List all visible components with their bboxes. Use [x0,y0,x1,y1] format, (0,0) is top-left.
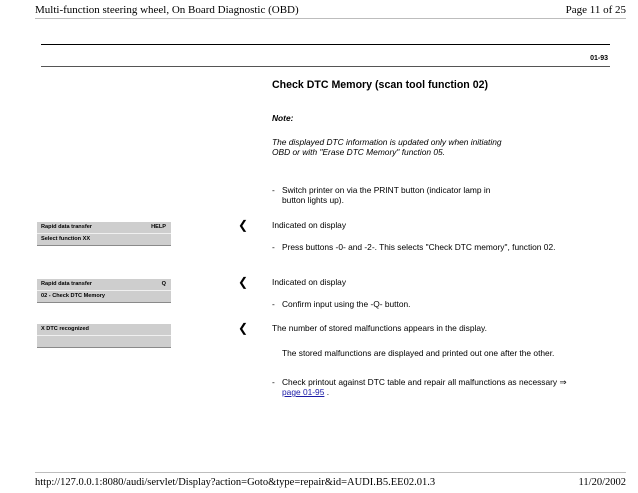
step-press-buttons [272,242,592,264]
print-header-title: Multi-function steering wheel, On Board Diagnostic (OBD) [35,4,299,16]
page-counter: Page 11 of 25 [565,4,626,16]
note-label: Note: [272,113,294,123]
display-line [37,234,171,245]
step-switch-printer [272,185,512,207]
footer-divider [35,472,626,473]
display-q-label: Q [161,281,166,287]
step-text-end: . [324,387,330,397]
step-text: Switch printer on via the PRINT button (indicator lamp in button lights up). [282,185,491,205]
section-code: 01-93 [590,55,608,62]
display-line [37,324,171,336]
top-rule [41,44,610,45]
step-check-printout [272,377,592,399]
bullet-dash: - [272,185,275,195]
display-panel-select-function [37,222,171,246]
step-text-wrapper [282,377,582,397]
stored-count-text: The number of stored malfunctions appears in the display. [272,323,487,333]
display-line [37,291,171,302]
step-text: Confirm input using the -Q- button. [282,299,411,309]
display-line [37,279,171,291]
display-text: 02 - Check DTC Memory [41,293,106,299]
display-text: Rapid data transfer [41,281,92,287]
indicated-on-display-2: Indicated on display [272,277,347,287]
display-help-label: HELP [151,224,166,230]
footer-date: 11/20/2002 [578,477,626,488]
stored-malfunctions-info: The stored malfunctions are displayed and printed out one after the other. [282,348,555,358]
sub-rule [41,66,610,67]
display-panel-check-dtc [37,279,171,303]
page-link-01-95[interactable]: page 01-95 [282,387,325,397]
display-text: Rapid data transfer [41,224,92,230]
note-body: The displayed DTC information is updated only when initiating OBD or with "Erase DTC Memory" function 05. [272,137,502,157]
indicated-on-display-1: Indicated on display [272,220,347,230]
header-divider [35,18,626,19]
display-line-empty [37,336,171,347]
bullet-dash: - [272,377,275,387]
display-panel-dtc-recognized [37,324,171,348]
pointer-left-icon: ❮ [238,321,249,335]
bullet-dash: - [272,299,275,309]
display-text: Select function XX [41,236,91,242]
display-line [37,222,171,234]
display-text: X DTC recognized [41,326,89,332]
pointer-left-icon: ❮ [238,218,249,232]
bullet-dash: - [272,242,275,252]
step-text: Check printout against DTC table and repair all malfunctions as necessary ⇒ [282,377,567,387]
pointer-left-icon: ❮ [238,275,249,289]
step-confirm-input [272,299,512,311]
step-text: Press buttons -0- and -2-. This selects "Check DTC memory", function 02. [282,242,556,252]
section-heading: Check DTC Memory (scan tool function 02) [272,79,489,91]
footer-url: http://127.0.0.1:8080/audi/servlet/Display?action=Goto&type=repair&id=AUDI.B5.EE02.01.3 [35,477,436,488]
